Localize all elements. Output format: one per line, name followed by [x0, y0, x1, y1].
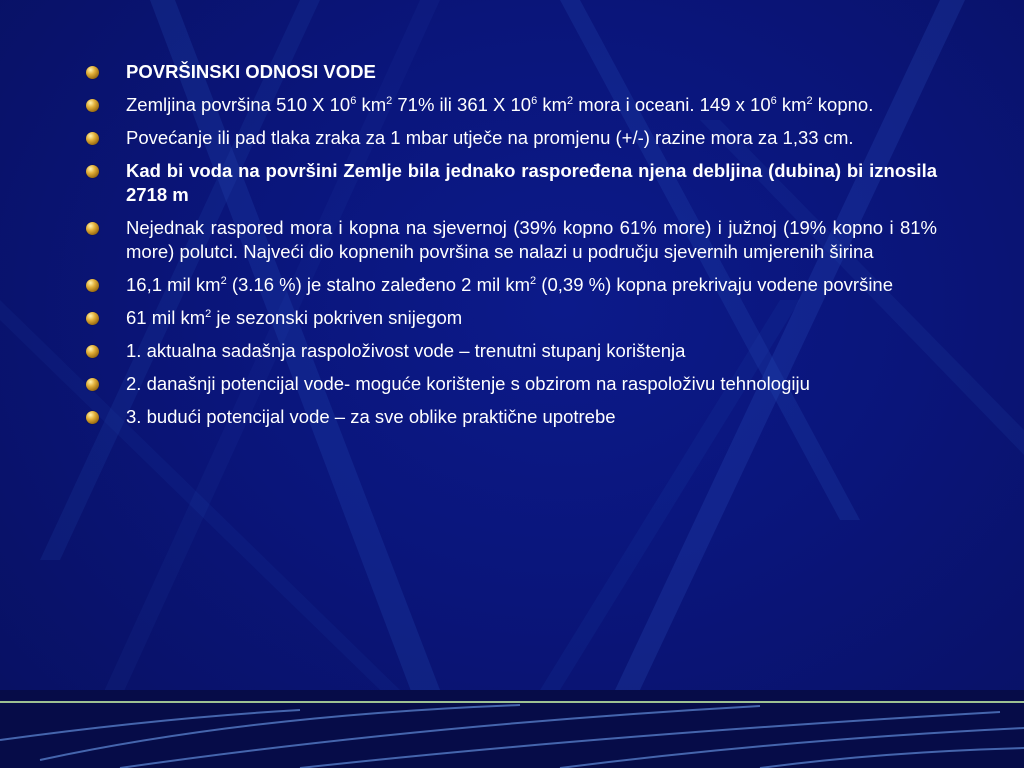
- bullet-text: (0,39 %) kopna prekrivaju vodene površine: [536, 274, 894, 295]
- bullet-sphere-icon: [86, 222, 99, 235]
- superscript-text: 2: [220, 274, 227, 287]
- bullet-text: km: [356, 94, 387, 115]
- bullet-text: 3. budući potencijal vode – za sve oblike praktične upotrebe: [126, 406, 616, 427]
- bullet-item: [86, 339, 937, 363]
- bullet-text: 61 mil km: [126, 307, 206, 328]
- bullet-item: [86, 372, 937, 396]
- bullet-text: 16,1 mil km: [126, 274, 221, 295]
- bullet-text: 71% ili 361 X 10: [392, 94, 532, 115]
- superscript-text: 2: [386, 94, 393, 107]
- bullet-text: Zemljina površina 510 X 10: [126, 94, 351, 115]
- bullet-sphere-icon: [86, 279, 99, 292]
- bullet-list: [86, 60, 937, 429]
- bullet-text: POVRŠINSKI ODNOSI VODE: [126, 61, 376, 82]
- content-area: [86, 60, 937, 438]
- bullet-text: Povećanje ili pad tlaka zraka za 1 mbar utječe na promjenu (+/-) razine mora za 1,33 cm.: [126, 127, 854, 148]
- superscript-text: 2: [530, 274, 537, 287]
- bullet-sphere-icon: [86, 345, 99, 358]
- superscript-text: 6: [531, 94, 538, 107]
- bullet-item: [86, 306, 937, 330]
- superscript-text: 6: [350, 94, 357, 107]
- superscript-text: 2: [205, 307, 212, 320]
- bullet-sphere-icon: [86, 132, 99, 145]
- bullet-sphere-icon: [86, 378, 99, 391]
- bullet-text: Kad bi voda na površini Zemlje bila jednako raspoređena njena debljina (dubina) bi iznosila 2718 m: [126, 160, 937, 205]
- bullet-sphere-icon: [86, 66, 99, 79]
- bullet-text: 2. današnji potencijal vode- moguće korištenje s obzirom na raspoloživu tehnologiju: [126, 373, 810, 394]
- bullet-item: [86, 159, 937, 207]
- bullet-item: [86, 216, 937, 264]
- bullet-text: mora i oceani. 149 x 10: [573, 94, 771, 115]
- bullet-item: [86, 60, 937, 84]
- bullet-sphere-icon: [86, 99, 99, 112]
- bullet-sphere-icon: [86, 165, 99, 178]
- bullet-item: [86, 93, 937, 117]
- bullet-text: km: [537, 94, 568, 115]
- bullet-text: je sezonski pokriven snijegom: [211, 307, 463, 328]
- superscript-text: 2: [806, 94, 813, 107]
- superscript-text: 2: [567, 94, 574, 107]
- bullet-text: 1. aktualna sadašnja raspoloživost vode – trenutni stupanj korištenja: [126, 340, 686, 361]
- bullet-item: [86, 273, 937, 297]
- bullet-text: kopno.: [812, 94, 874, 115]
- bullet-text: km: [776, 94, 807, 115]
- bullet-sphere-icon: [86, 411, 99, 424]
- bullet-text: Nejednak raspored mora i kopna na sjevernoj (39% kopno 61% more) i južnoj (19% kopno i 81% more) polutci. Najveći dio kopnenih površina se nalazi u području sjevernih umjerenih širina: [126, 217, 937, 262]
- bullet-sphere-icon: [86, 312, 99, 325]
- bullet-item: [86, 126, 937, 150]
- bullet-item: [86, 405, 937, 429]
- superscript-text: 6: [770, 94, 777, 107]
- bullet-text: (3.16 %) je stalno zaleđeno 2 mil km: [226, 274, 531, 295]
